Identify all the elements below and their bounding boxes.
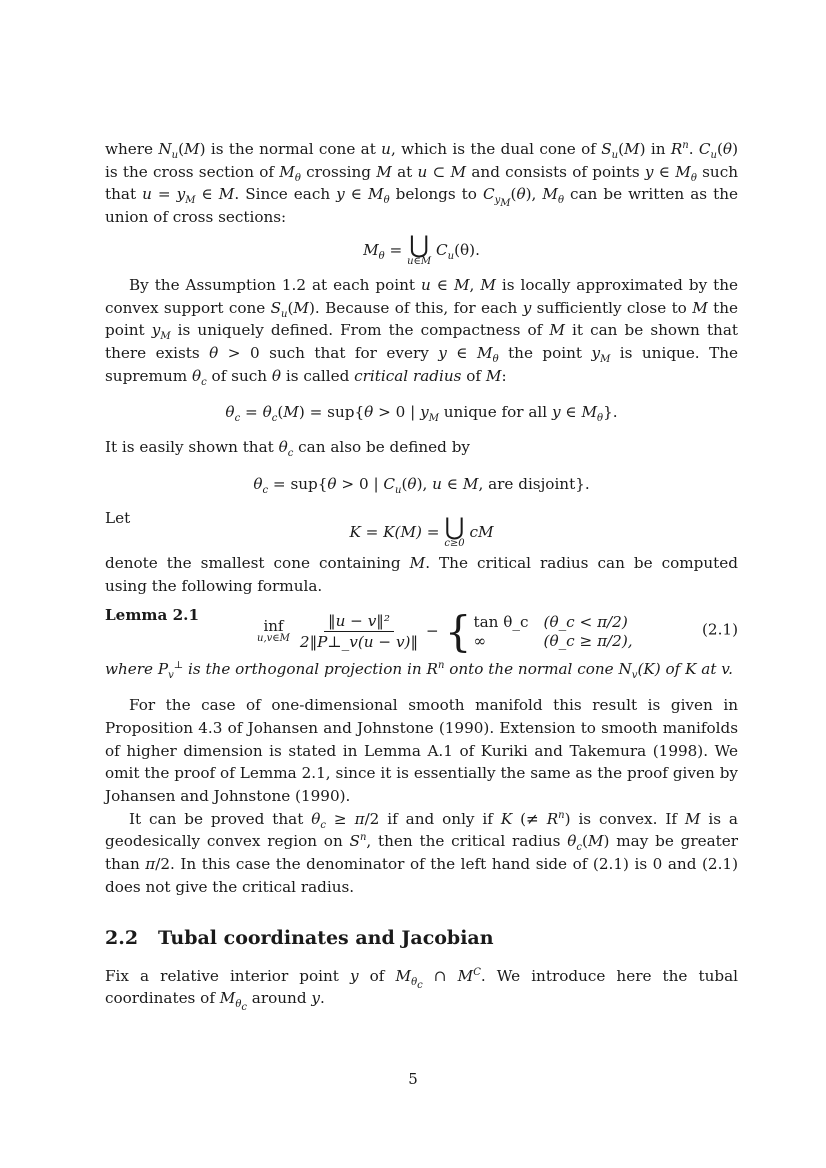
lemma-fraction: $\frac{\text{‖u − v‖²}}{2‖P\perp\_v(u - v)‖}$ [299,612,419,652]
equation-theta-c-definition: $\theta_c = \theta_c(M) = sup\{\theta > 0$ | $y_M$ unique for all y ∈ $M_\theta$}. [225,403,618,425]
paragraph-let: Let [105,509,131,528]
equation-smallest-cone: K = K(M) = ⋃ c≥0 cM [349,513,494,550]
paragraph-smallest-cone: denote the smallest cone containing M. The critical radius can be computed using the following formula. [105,554,738,595]
paragraph-easily-shown: It is easily shown that $\theta_c$ can also be defined by [105,438,471,460]
paragraph-tubal-coordinates: Fix a relative interior point y of $M_{\theta_c}$ ∩ $M^C$. We introduce here the tubal coordinates of $M_{\theta_c}$ around y. [105,966,738,1014]
term-critical-radius: critical radius [354,366,462,385]
equation-number: (2.1) [701,620,738,639]
paragraph-assumption: By the Assumption 1.2 at each point u ∈ M, M is locally approximated by the convex support cone $S_u(M)$. Because of this, for each y sufficiently close to M the point $y_M$ is uniquely defined. From the compactness of M it can be shown that there exists θ > 0 such that for every y ∈ $M_\theta$ the point $y_M$ is unique. The supremum $\theta_c$ of such θ is called critical radius of M: [105,275,739,388]
paper-body [105,138,739,1014]
paragraph-one-dimensional: For the case of one-dimensional smooth manifold this result is given in Proposition 4.3 of Johansen and Johnstone (1990). Extension to smooth manifolds of higher dimension is stated in Lemma A.1 of Kuriki and Takemura (1998). We omit the proof of Lemma 2.1, since it is essentially the same as the proof given by Johansen and Johnstone (1990). [105,696,738,806]
paragraph-normal-cone: where $N_u(M)$ is the normal cone at u, which is the dual cone of $S_u(M)$ in $R^n$. $C_u(\theta)$ is the cross section of $M_\theta$ crossing M at u ⊂ M and consists of points y ∈ $M_\theta$ such that $u = y_M$ ∈ M. Since each y ∈ $M_\theta$ belongs to $C_{y_M}(\theta)$, $M_\theta$ can be written as the union of cross sections: [105,139,738,227]
equation-theta-c-disjoint: $\theta_c = sup\{\theta > 0$ | $C_u(\theta)$, u ∈ M, are disjoint}. [253,474,590,496]
lemma-formula: inf u,v∈M $\frac{\text{‖u − v‖²}}{2‖P\perp\_v(u - v)‖}$ − { tan θ_c (θ_c < π/2) ∞ (θ_c ≥ π/2), [257,606,633,656]
lemma-cases: tan θ_c (θ_c < π/2) ∞ (θ_c ≥ π/2), [473,612,633,650]
lemma-2-1 [105,604,738,656]
lemma-heading: Lemma 2.1 [105,605,200,624]
page-number: 5 [408,1070,418,1088]
equation-union-cross-sections: $M_\theta$ = ⋃ u∈M $C_u(\theta)$. [363,230,480,267]
lemma-statement: where $P_v^\perp$ is the orthogonal projection in $R^n$ onto the normal cone $N_v(K)$ of K at v. [105,659,733,681]
paragraph-convex: It can be proved that $\theta_c \ge \pi/2$ if and only if K (≠ $R^n$) is convex. If M is a geodesically convex region on $S^n$, then the critical radius $\theta_c(M)$ may be greater than π/2. In this case the denominator of the left hand side of (2.1) is 0 and (2.1) does not give the critical radius. [105,809,738,896]
section-heading: 2.2 Tubal coordinates and Jacobian [105,926,494,949]
